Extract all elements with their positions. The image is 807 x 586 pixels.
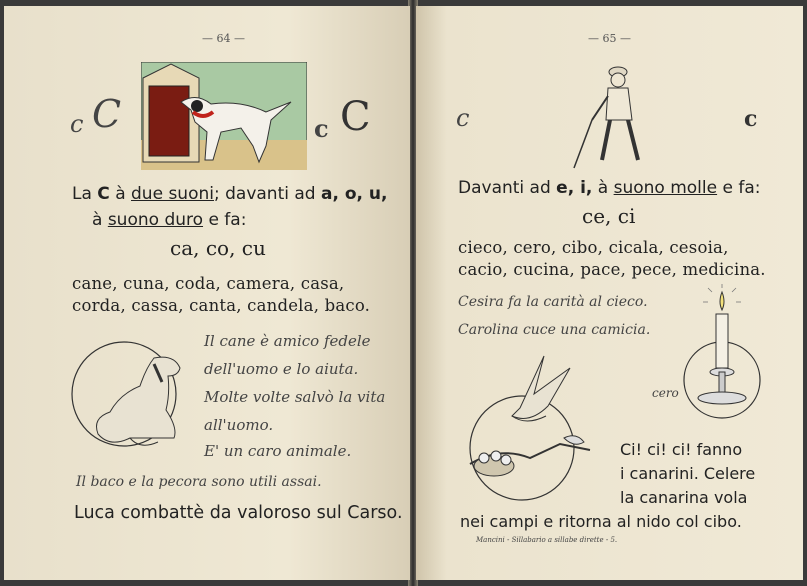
page-number: — 65 — [588,32,631,45]
script-line-4: all'uomo. [204,416,274,434]
para-line-1: Ci! ci! ci! fanno [620,440,743,459]
blind-man-illustration [570,60,656,172]
para-line-3: la canarina vola [620,488,748,507]
left-page [4,6,410,580]
script-line-2: dell'uomo e lo aiuta. [204,360,359,378]
page-number: — 64 — [202,32,245,45]
script-line-5: E' un caro animale. [204,442,352,460]
words-line-1: cane, cuna, coda, camera, casa, [72,274,345,293]
script-sentence: Il baco e la pecora sono utili assai. [76,474,322,490]
intro-line: Davanti ad e, i, à suono molle e fa: [458,178,761,198]
script-line-1: Il cane è amico fedele [204,332,371,350]
letter-capital-print: C [340,94,371,140]
words-line-2: corda, cassa, canta, candela, baco. [72,296,371,315]
letter-small-print: c [314,114,329,143]
words-line-2: cacio, cucina, pace, pece, medicina. [458,260,766,279]
letter-small-script: c [456,104,470,132]
words-line-1: cieco, cero, cibo, cicala, cesoia, [458,238,729,257]
para-line-4: nei campi e ritorna al nido col cibo. [460,512,742,531]
letter-small-print: c [744,106,758,132]
candle-label: cero [652,386,679,400]
right-page [416,6,803,580]
dog-kennel-illustration [141,62,307,170]
syllables: ce, ci [582,204,636,228]
script-line-1: Cesira fa la carità al cieco. [458,294,648,310]
page-footer: Mancini - Sillabario a sillabe dirette - 5. [476,536,618,544]
syllables: ca, co, cu [170,236,266,260]
para-line-2: i canarini. Celere [620,464,756,483]
letter-small-script: c [70,110,84,138]
final-sentence: Luca combattè da valoroso sul Carso. [74,503,403,523]
intro-line-1: La C à due suoni; davanti ad a, o, u, [72,184,388,204]
sitting-dog-illustration [70,338,198,462]
script-line-2: Carolina cuce una camicia. [458,322,651,338]
canaries-illustration [460,354,600,502]
letter-capital-script: C [92,92,122,136]
candle-illustration [678,284,768,422]
script-line-3: Molte volte salvò la vita [204,388,386,406]
intro-line-2: à suono duro e fa: [92,210,247,230]
